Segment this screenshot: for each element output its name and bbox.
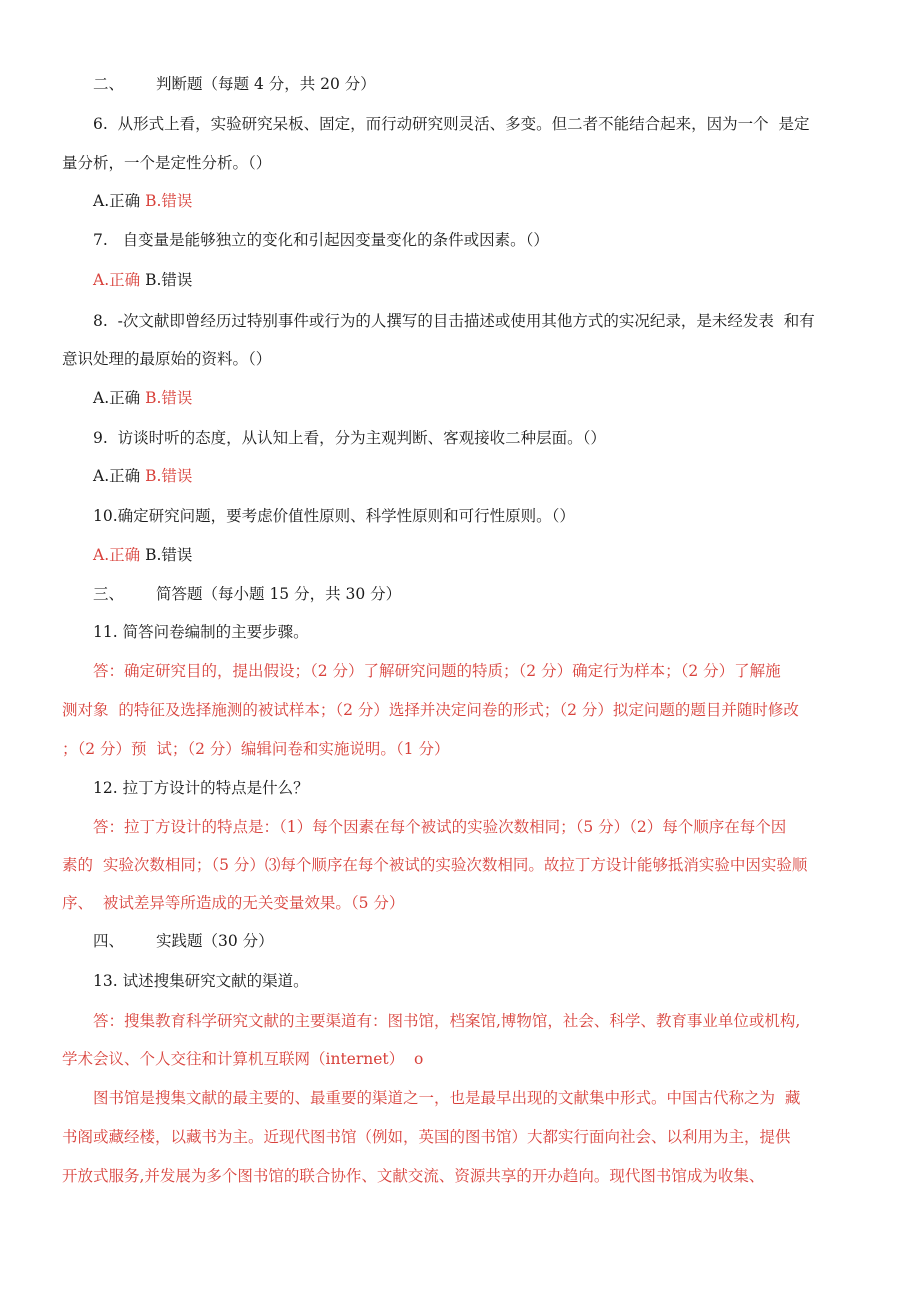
- q9-option-a: A.正确: [93, 467, 146, 485]
- section-4-heading: [93, 931, 274, 951]
- q13-question: 13. 试述搜集研究文献的渠道。: [93, 972, 309, 990]
- q12-answer-line1: 答：拉丁方设计的特点是：（1）每个因素在每个被试的实验次数相同；（5 分）（2）每个顺序在每个因: [93, 818, 787, 836]
- q10-option-a: A.正确: [93, 546, 146, 564]
- q13-paragraph-line1: 图书馆是搜集文献的最主要的、最重要的渠道之一，也是最早出现的文献集中形式。中国古代称之为 藏: [93, 1089, 801, 1107]
- q12-question: 12. 拉丁方设计的特点是什么？: [93, 779, 309, 797]
- q7-option-b: B.错误: [145, 271, 193, 289]
- q8-option-b: B.错误: [145, 389, 193, 407]
- q9-text: 9. 访谈时听的态度，从认知上看，分为主观判断、客观接收二种层面。（）: [93, 429, 606, 447]
- section-4-number: 四、: [93, 932, 125, 950]
- q13-answer-line1: 答：搜集教育科学研究文献的主要渠道有：图书馆，档案馆,博物馆，社会、科学、教育事业单位或机构,: [93, 1012, 801, 1030]
- q10-text: 10.确定研究问题，要考虑价值性原则、科学性原则和可行性原则。（）: [93, 507, 575, 525]
- q9-option-b: B.错误: [145, 467, 193, 485]
- q9-options: [93, 466, 192, 486]
- q6-option-a: A.正确: [93, 192, 146, 210]
- q10-option-b: B.错误: [145, 546, 193, 564]
- q10-options: [93, 545, 192, 565]
- q12-answer-line3: 序、 被试差异等所造成的无关变量效果。（5 分）: [62, 894, 405, 912]
- q11-answer-line2: 测对象 的特征及选择施测的被试样本；（2 分）选择并决定问卷的形式；（2 分）拟定问题的题目并随时修改: [62, 701, 799, 719]
- q13-paragraph-line3: 开放式服务,并发展为多个图书馆的联合协作、文献交流、资源共享的开办趋向。现代图书馆成为收集、: [62, 1167, 765, 1185]
- q6-text-line2: 量分析，一个是定性分析。（）: [62, 154, 272, 172]
- q11-question: 11. 简答问卷编制的主要步骤。: [93, 623, 309, 641]
- q8-text-line1: 8. -次文献即曾经历过特别事件或行为的人撰写的目击描述或使用其他方式的实况纪录，是未经发表 和有: [93, 312, 815, 330]
- q13-answer-line2: 学术会议、个人交往和计算机互联网（internet） o: [62, 1050, 424, 1068]
- section-2-heading: [93, 74, 376, 94]
- q7-option-a: A.正确: [93, 271, 146, 289]
- section-4-title: 实践题（30 分）: [156, 932, 274, 950]
- q12-answer-line2: 素的 实验次数相同；（5 分）⑶每个顺序在每个被试的实验次数相同。故拉丁方设计能够抵消实验中因实验顺: [62, 856, 808, 874]
- q6-option-b: B.错误: [145, 192, 193, 210]
- section-2-number: 二、: [93, 75, 125, 93]
- section-3-title: 简答题（每小题 15 分，共 30 分）: [156, 585, 402, 603]
- q8-option-a: A.正确: [93, 389, 146, 407]
- q8-text-line2: 意识处理的最原始的资料。（）: [62, 350, 272, 368]
- q6-text-line1: 6. 从形式上看，实验研究呆板、固定，而行动研究则灵活、多变。但二者不能结合起来，因为一个 是定: [93, 115, 810, 133]
- q11-answer-line3: ；（2 分）预 试；（2 分）编辑问卷和实施说明。（1 分）: [62, 740, 450, 758]
- section-2-title: 判断题（每题 4 分，共 20 分）: [156, 75, 376, 93]
- section-3-number: 三、: [93, 585, 125, 603]
- q11-answer-line1: 答：确定研究目的，提出假设；（2 分）了解研究问题的特质；（2 分）确定行为样本；（2 分）了解施: [93, 662, 781, 680]
- q7-options: [93, 270, 192, 290]
- q13-paragraph-line2: 书阁或藏经楼，以藏书为主。近现代图书馆（例如，英国的图书馆）大都实行面向社会、以利用为主，提供: [62, 1128, 791, 1146]
- q8-options: [93, 388, 192, 408]
- q7-text: 7. 自变量是能够独立的变化和引起因变量变化的条件或因素。（）: [93, 231, 549, 249]
- q6-options: [93, 191, 192, 211]
- section-3-heading: [93, 584, 401, 604]
